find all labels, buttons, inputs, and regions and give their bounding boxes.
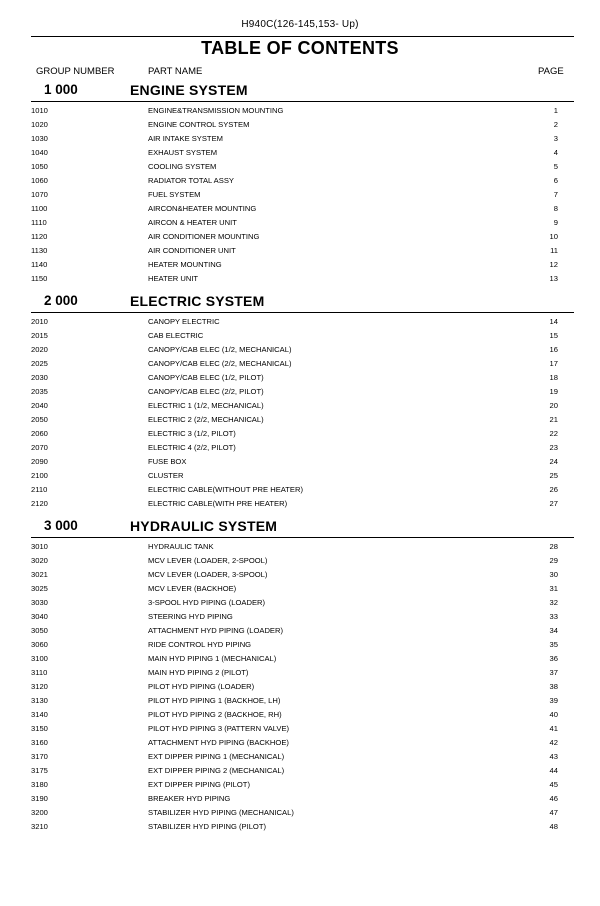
entry-part-name: EXT DIPPER PIPING 1 (MECHANICAL) [148,752,285,761]
entry-page-number: 40 [549,710,558,719]
entry-part-name: CLUSTER [148,471,184,480]
entry-part-name: CANOPY/CAB ELEC (1/2, MECHANICAL) [148,345,292,354]
entry-part-name: FUSE BOX [148,457,187,466]
entry-code: 2100 [31,471,48,480]
entry-page-number: 26 [549,485,558,494]
entry-page-number: 16 [549,345,558,354]
toc-entry[interactable] [0,568,600,582]
column-header-group-number: GROUP NUMBER [36,66,115,77]
entry-part-name: HEATER MOUNTING [148,260,222,269]
entry-page-number: 1 [553,106,558,115]
entry-part-name: CANOPY/CAB ELEC (2/2, PILOT) [148,387,264,396]
toc-entry[interactable] [0,540,600,554]
entry-code: 3120 [31,682,48,691]
entry-page-number: 45 [549,780,558,789]
toc-entry[interactable] [0,441,600,455]
entry-part-name: AIR CONDITIONER UNIT [148,246,236,255]
toc-entry[interactable] [0,272,600,286]
entry-page-number: 24 [549,457,558,466]
entry-code: 3170 [31,752,48,761]
entry-part-name: CANOPY ELECTRIC [148,317,220,326]
entry-code: 2110 [31,485,48,494]
entry-code: 3200 [31,808,48,817]
entry-part-name: 3-SPOOL HYD PIPING (LOADER) [148,598,266,607]
toc-group [0,81,600,286]
entry-part-name: EXT DIPPER PIPING (PILOT) [148,780,250,789]
entry-code: 1140 [31,260,48,269]
toc-entry[interactable] [0,483,600,497]
group-number: 2 000 [44,293,78,308]
toc-entry[interactable] [0,357,600,371]
entry-page-number: 2 [553,120,558,129]
entry-code: 1150 [31,274,48,283]
entry-page-number: 30 [549,570,558,579]
entry-part-name: EXT DIPPER PIPING 2 (MECHANICAL) [148,766,285,775]
toc-entry[interactable] [0,764,600,778]
entry-page-number: 17 [549,359,558,368]
group-header [0,517,600,539]
toc-entry[interactable] [0,652,600,666]
toc-entry[interactable] [0,455,600,469]
entry-code: 2035 [31,387,48,396]
entry-code: 3190 [31,794,48,803]
group-items [0,314,600,511]
toc-entry[interactable] [0,160,600,174]
entry-page-number: 19 [549,387,558,396]
entry-part-name: HYDRAULIC TANK [148,542,214,551]
entry-part-name: STABILIZER HYD PIPING (MECHANICAL) [148,808,294,817]
toc-entry[interactable] [0,624,600,638]
entry-page-number: 42 [549,738,558,747]
entry-code: 1130 [31,246,48,255]
entry-part-name: MCV LEVER (LOADER, 3-SPOOL) [148,570,268,579]
entry-page-number: 23 [549,443,558,452]
toc-entry[interactable] [0,497,600,511]
entry-page-number: 25 [549,471,558,480]
toc-entry[interactable] [0,216,600,230]
entry-code: 3040 [31,612,48,621]
entry-part-name: MCV LEVER (BACKHOE) [148,584,237,593]
toc-entry[interactable] [0,371,600,385]
group-number: 1 000 [44,82,78,97]
entry-page-number: 47 [549,808,558,817]
toc-group [0,517,600,834]
group-divider [31,101,574,102]
entry-page-number: 4 [553,148,558,157]
toc-entry[interactable] [0,132,600,146]
header-divider [31,36,574,37]
entry-part-name: RIDE CONTROL HYD PIPING [148,640,252,649]
entry-part-name: ELECTRIC 4 (2/2, PILOT) [148,443,236,452]
toc-entry[interactable] [0,427,600,441]
entry-code: 2060 [31,429,48,438]
entry-part-name: FUEL SYSTEM [148,190,201,199]
entry-page-number: 3 [553,134,558,143]
entry-code: 1040 [31,148,48,157]
entry-page-number: 12 [549,260,558,269]
toc-entry[interactable] [0,750,600,764]
entry-code: 3110 [31,668,48,677]
entry-part-name: ELECTRIC 3 (1/2, PILOT) [148,429,236,438]
group-divider [31,537,574,538]
entry-page-number: 48 [549,822,558,831]
entry-part-name: ENGINE CONTROL SYSTEM [148,120,250,129]
entry-page-number: 22 [549,429,558,438]
entry-code: 2010 [31,317,48,326]
entry-page-number: 41 [549,724,558,733]
entry-page-number: 28 [549,542,558,551]
entry-part-name: ELECTRIC CABLE(WITHOUT PRE HEATER) [148,485,303,494]
entry-code: 3060 [31,640,48,649]
entry-part-name: CANOPY/CAB ELEC (1/2, PILOT) [148,373,264,382]
group-header [0,292,600,314]
entry-code: 1120 [31,232,48,241]
toc-entry[interactable] [0,146,600,160]
entry-part-name: STEERING HYD PIPING [148,612,233,621]
toc-entry[interactable] [0,258,600,272]
entry-part-name: BREAKER HYD PIPING [148,794,231,803]
toc-entry[interactable] [0,666,600,680]
column-header-part-name: PART NAME [148,66,203,77]
entry-part-name: PILOT HYD PIPING 3 (PATTERN VALVE) [148,724,290,733]
entry-part-name: AIR CONDITIONER MOUNTING [148,232,260,241]
entry-part-name: ELECTRIC 1 (1/2, MECHANICAL) [148,401,264,410]
toc-entry[interactable] [0,722,600,736]
entry-page-number: 38 [549,682,558,691]
entry-part-name: COOLING SYSTEM [148,162,217,171]
entry-part-name: ATTACHMENT HYD PIPING (LOADER) [148,626,284,635]
entry-part-name: CAB ELECTRIC [148,331,204,340]
toc-entry[interactable] [0,329,600,343]
entry-code: 2040 [31,401,48,410]
entry-page-number: 35 [549,640,558,649]
group-divider [31,312,574,313]
page-title: TABLE OF CONTENTS [201,38,399,58]
entry-code: 2030 [31,373,48,382]
entry-page-number: 39 [549,696,558,705]
entry-page-number: 13 [549,274,558,283]
toc-group [0,292,600,511]
entry-code: 1020 [31,120,48,129]
toc-entry[interactable] [0,104,600,118]
group-number: 3 000 [44,518,78,533]
toc-entry[interactable] [0,469,600,483]
entry-page-number: 5 [553,162,558,171]
entry-part-name: PILOT HYD PIPING (LOADER) [148,682,255,691]
entry-code: 1100 [31,204,48,213]
entry-page-number: 21 [549,415,558,424]
group-header [0,81,600,103]
entry-page-number: 37 [549,668,558,677]
entry-code: 1110 [31,218,47,227]
entry-code: 3140 [31,710,48,719]
toc-entry[interactable] [0,680,600,694]
entry-part-name: EXHAUST SYSTEM [148,148,218,157]
entry-part-name: ELECTRIC 2 (2/2, MECHANICAL) [148,415,264,424]
toc-entry[interactable] [0,118,600,132]
toc-entry[interactable] [0,694,600,708]
entry-code: 3020 [31,556,48,565]
entry-part-name: ELECTRIC CABLE(WITH PRE HEATER) [148,499,288,508]
toc-entry[interactable] [0,385,600,399]
toc-groups [0,81,600,834]
toc-entry[interactable] [0,582,600,596]
entry-code: 3100 [31,654,48,663]
group-items [0,103,600,286]
column-header-page: PAGE [538,66,564,77]
entry-page-number: 10 [549,232,558,241]
entry-part-name: STABILIZER HYD PIPING (PILOT) [148,822,267,831]
toc-entry[interactable] [0,554,600,568]
entry-part-name: AIRCON&HEATER MOUNTING [148,204,257,213]
entry-page-number: 43 [549,752,558,761]
entry-code: 2050 [31,415,48,424]
toc-entry[interactable] [0,315,600,329]
toc-entry[interactable] [0,230,600,244]
entry-part-name: AIRCON & HEATER UNIT [148,218,237,227]
toc-entry[interactable] [0,708,600,722]
entry-part-name: PILOT HYD PIPING 1 (BACKHOE, LH) [148,696,281,705]
entry-code: 1070 [31,190,48,199]
entry-code: 3175 [31,766,48,775]
entry-code: 2015 [31,331,48,340]
toc-entry[interactable] [0,638,600,652]
entry-part-name: CANOPY/CAB ELEC (2/2, MECHANICAL) [148,359,292,368]
entry-code: 3160 [31,738,48,747]
entry-page-number: 7 [553,190,558,199]
entry-code: 3050 [31,626,48,635]
entry-code: 2025 [31,359,48,368]
entry-part-name: HEATER UNIT [148,274,199,283]
entry-part-name: MAIN HYD PIPING 1 (MECHANICAL) [148,654,277,663]
entry-page-number: 11 [550,246,558,255]
entry-code: 3030 [31,598,48,607]
toc-entry[interactable] [0,174,600,188]
entry-page-number: 44 [549,766,558,775]
toc-entry[interactable] [0,343,600,357]
entry-code: 1010 [31,106,48,115]
entry-part-name: MAIN HYD PIPING 2 (PILOT) [148,668,249,677]
entry-page-number: 27 [549,499,558,508]
toc-entry[interactable] [0,820,600,834]
entry-page-number: 33 [549,612,558,621]
group-title: ELECTRIC SYSTEM [130,293,265,309]
toc-entry[interactable] [0,399,600,413]
entry-code: 3021 [31,570,48,579]
entry-part-name: AIR INTAKE SYSTEM [148,134,223,143]
entry-page-number: 9 [553,218,558,227]
entry-code: 3130 [31,696,48,705]
entry-code: 3210 [31,822,48,831]
entry-code: 1050 [31,162,48,171]
entry-page-number: 34 [549,626,558,635]
entry-page-number: 46 [549,794,558,803]
entry-code: 3025 [31,584,48,593]
toc-entry[interactable] [0,736,600,750]
entry-code: 2020 [31,345,48,354]
entry-page-number: 32 [549,598,558,607]
toc-entry[interactable] [0,610,600,624]
entry-code: 3010 [31,542,48,551]
group-items [0,539,600,834]
entry-part-name: ATTACHMENT HYD PIPING (BACKHOE) [148,738,289,747]
toc-entry[interactable] [0,792,600,806]
entry-page-number: 20 [549,401,558,410]
entry-page-number: 8 [553,204,558,213]
entry-part-name: ENGINE&TRANSMISSION MOUNTING [148,106,284,115]
toc-entry[interactable] [0,188,600,202]
entry-page-number: 18 [549,373,558,382]
entry-code: 3180 [31,780,48,789]
entry-code: 1030 [31,134,48,143]
toc-entry[interactable] [0,806,600,820]
entry-part-name: PILOT HYD PIPING 2 (BACKHOE, RH) [148,710,282,719]
entry-page-number: 36 [549,654,558,663]
group-title: ENGINE SYSTEM [130,82,248,98]
entry-code: 3150 [31,724,48,733]
toc-entry[interactable] [0,244,600,258]
entry-code: 2090 [31,457,48,466]
model-header: H940C(126-145,153- Up) [241,19,359,30]
entry-page-number: 14 [549,317,558,326]
entry-code: 2070 [31,443,48,452]
entry-page-number: 31 [549,584,558,593]
toc-entry[interactable] [0,413,600,427]
toc-entry[interactable] [0,596,600,610]
entry-code: 1060 [31,176,48,185]
toc-entry[interactable] [0,778,600,792]
entry-page-number: 29 [549,556,558,565]
entry-part-name: MCV LEVER (LOADER, 2-SPOOL) [148,556,268,565]
entry-page-number: 6 [553,176,558,185]
toc-entry[interactable] [0,202,600,216]
entry-part-name: RADIATOR TOTAL ASSY [148,176,234,185]
entry-page-number: 15 [549,331,558,340]
entry-code: 2120 [31,499,48,508]
group-title: HYDRAULIC SYSTEM [130,518,278,534]
